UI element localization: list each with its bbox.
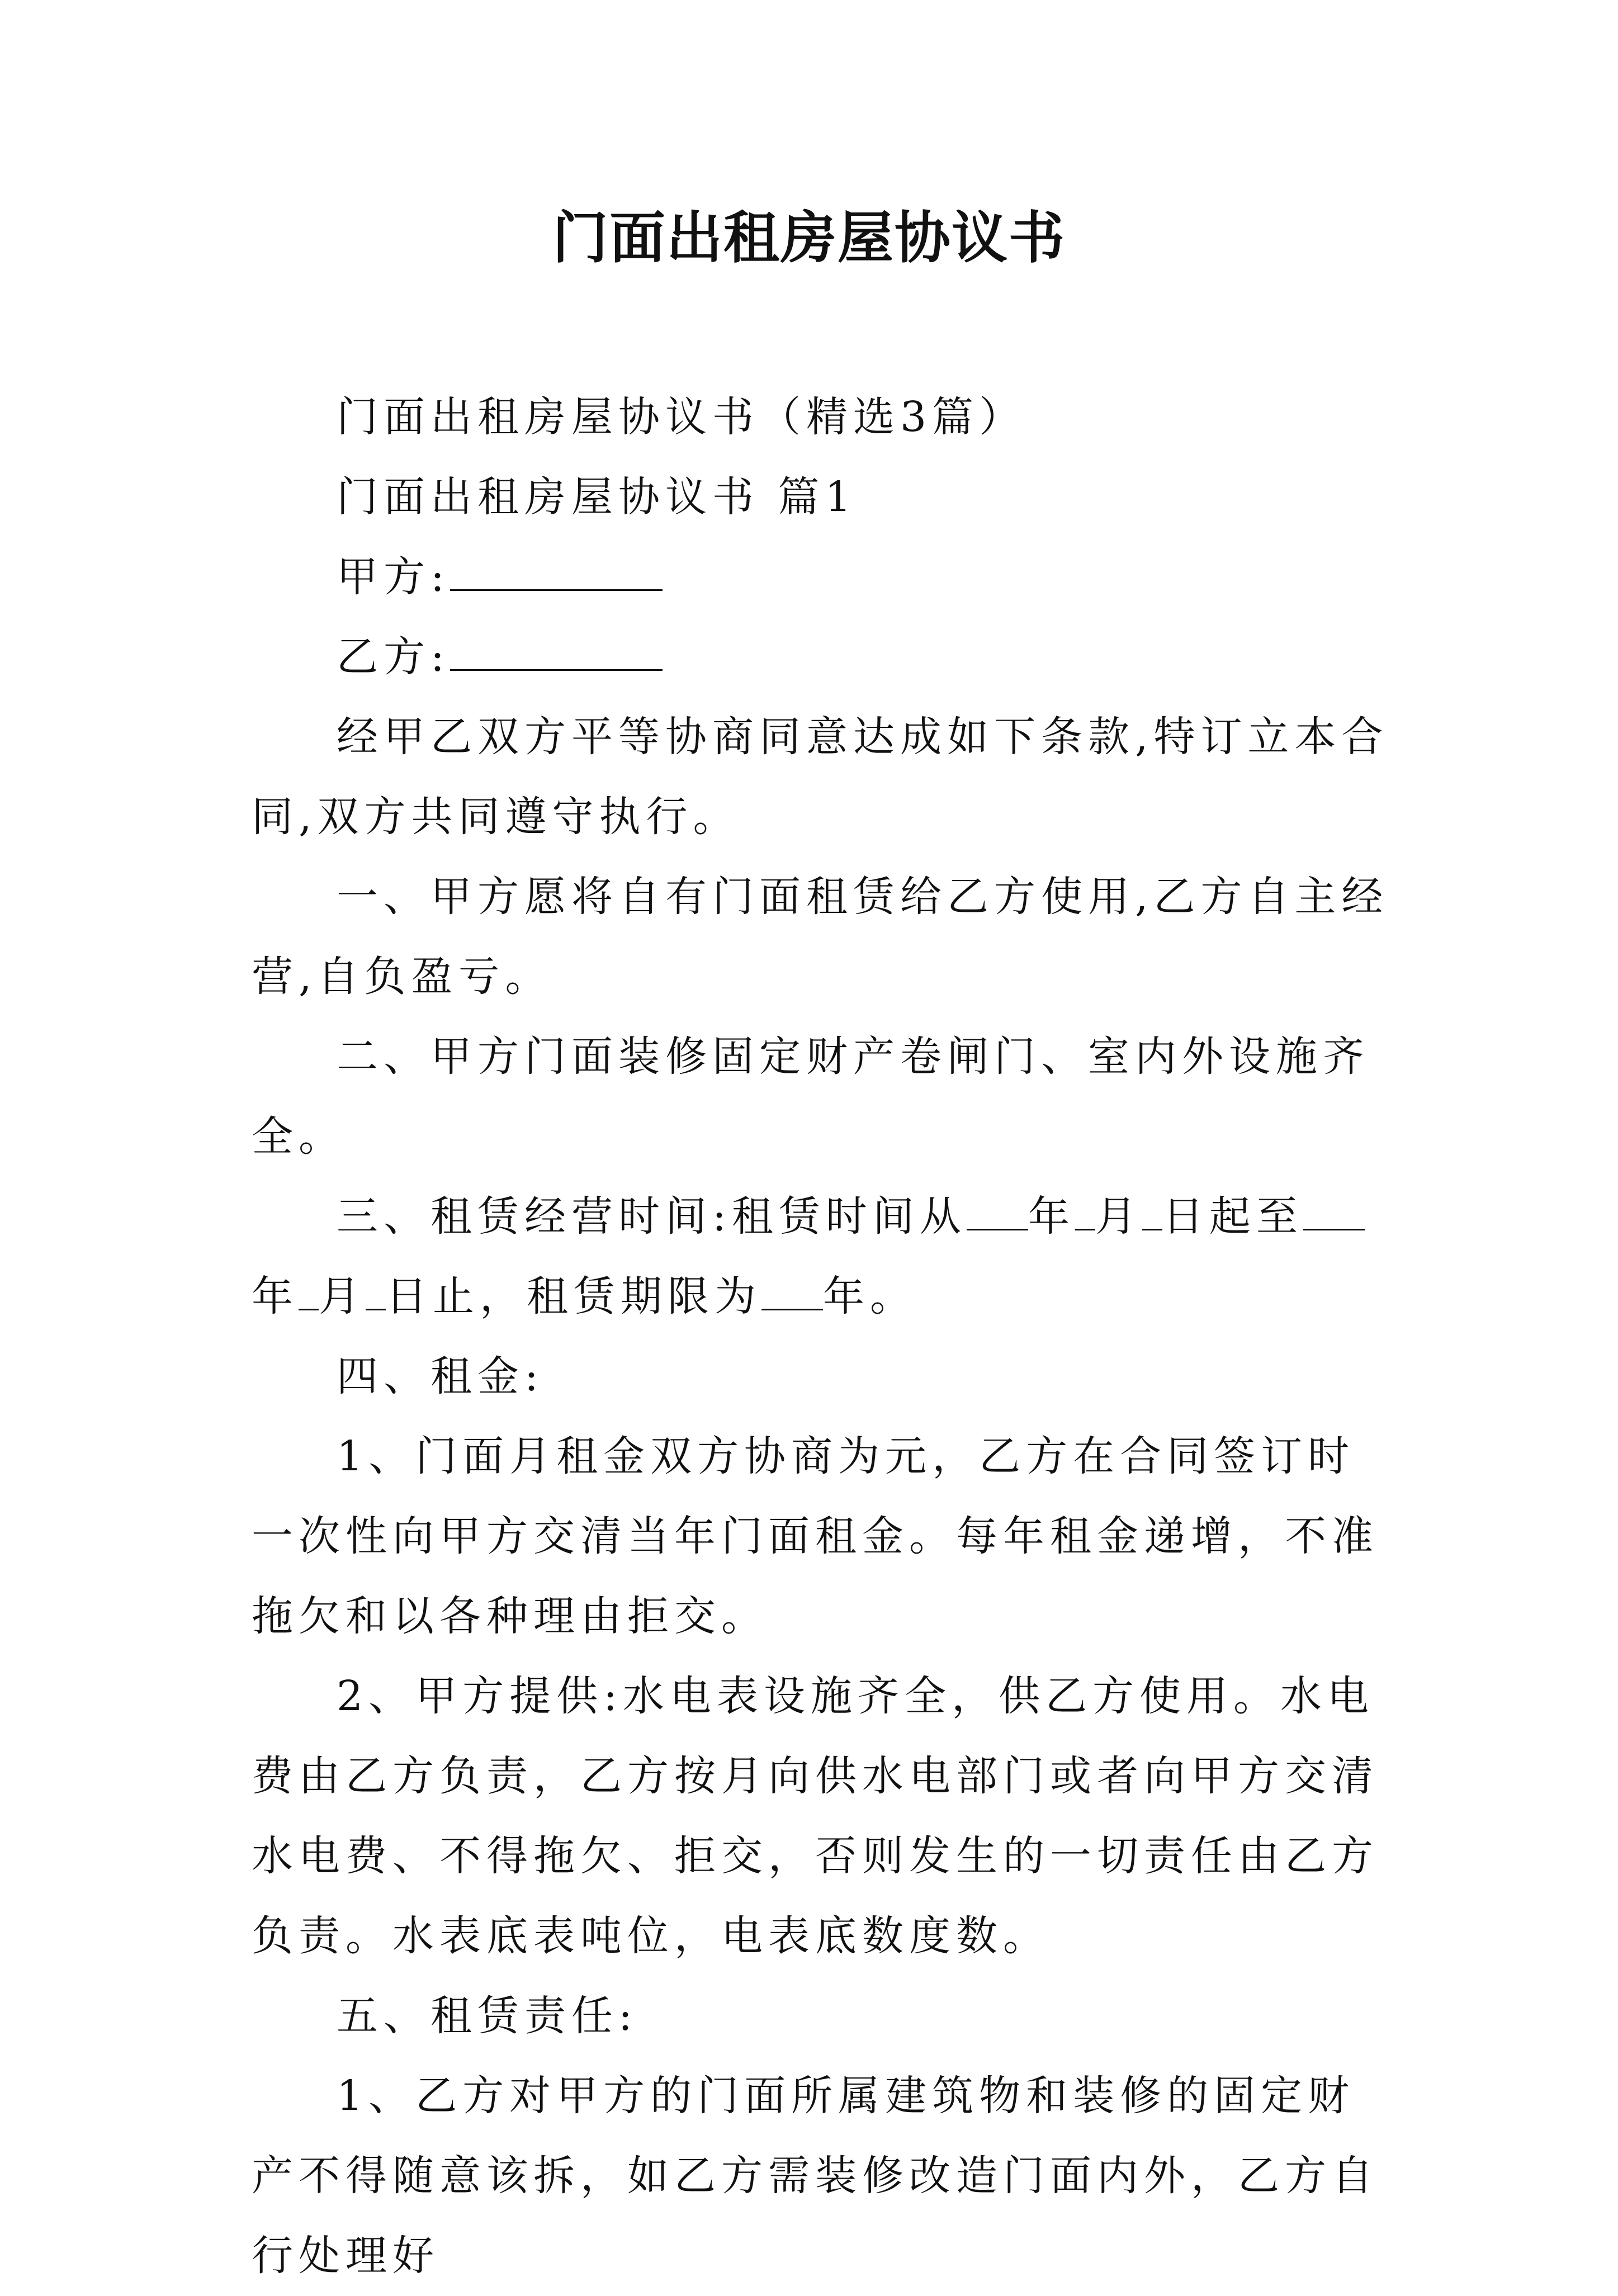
document-subtitle: 门面出租房屋协议书（精选3篇） — [337, 393, 1026, 441]
party-a-line — [252, 537, 1392, 617]
party-a-label: 甲方: — [337, 553, 450, 601]
clause-2: 二、甲方门面装修固定财产卷闸门、室内外设施齐全。 — [252, 1033, 1370, 1161]
start-day-blank — [1142, 1187, 1162, 1230]
party-b-line — [252, 617, 1392, 697]
party-b-blank — [450, 628, 663, 671]
start-month-blank — [1075, 1187, 1095, 1230]
start-year-blank — [967, 1187, 1028, 1230]
document-body — [252, 377, 1392, 2296]
end-month-blank — [299, 1267, 319, 1310]
clause-3-text: 三、租赁经营时间:租赁时间从 — [337, 1192, 967, 1241]
clause-1: 一、甲方愿将自有门面租赁给乙方使用,乙方自主经营,自负盈亏。 — [252, 873, 1389, 1001]
clause-3-text: 年 — [252, 1272, 299, 1320]
clause-4-2: 2、甲方提供:水电表设施齐全，供乙方使用。水电费由乙方负责，乙方按月向供水电部门或者向甲方交清水电费、不得拖欠、拒交，否则发生的一切责任由乙方负责。水表底表吨位，电表底数度数。 — [252, 1672, 1379, 1960]
clause-3-text: 日起至 — [1162, 1192, 1303, 1241]
clause-3-text: 日止，租赁期限为 — [386, 1272, 761, 1320]
section-heading: 门面出租房屋协议书 篇1 — [337, 473, 857, 521]
party-b-label: 乙方: — [337, 633, 450, 681]
party-a-blank — [450, 548, 663, 591]
clause-5-heading: 五、租赁责任: — [337, 1992, 638, 2040]
clause-4-1: 1、门面月租金双方协商为元，乙方在合同签订时一次性向甲方交清当年门面租金。每年租金递增，不准拖欠和以各种理由拒交。 — [252, 1432, 1379, 1640]
clause-3-text: 年。 — [823, 1272, 917, 1320]
clause-3-text: 年 — [1028, 1192, 1075, 1241]
clause-3 — [252, 1177, 1392, 1337]
clause-4-heading: 四、租金: — [337, 1352, 544, 1400]
term-years-blank — [761, 1267, 823, 1310]
end-day-blank — [366, 1267, 386, 1310]
clause-3-text: 月 — [319, 1272, 366, 1320]
clause-3-text: 月 — [1095, 1192, 1142, 1241]
clause-5-1: 1、乙方对甲方的门面所属建筑物和装修的固定财产不得随意该拆，如乙方需装修改造门面内外，乙方自行处理好 — [252, 2072, 1379, 2280]
end-year-blank — [1303, 1187, 1365, 1230]
document-title: 门面出租房屋协议书 — [552, 205, 1066, 271]
intro-paragraph: 经甲乙双方平等协商同意达成如下条款,特订立本合同,双方共同遵守执行。 — [252, 713, 1389, 841]
